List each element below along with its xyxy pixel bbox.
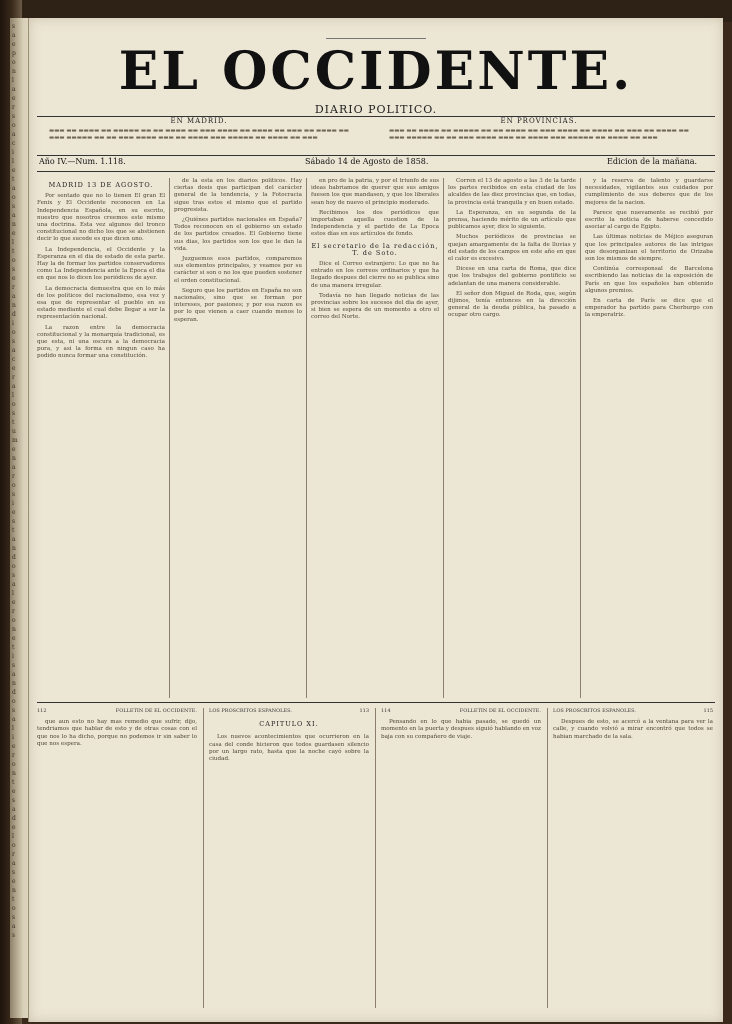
running-head-text: LOS PROSCRITOS ESPAÑOLES.	[209, 708, 292, 714]
folio: 115	[703, 708, 713, 714]
paragraph: La Independencia, el Occidente y la Esperanza en el dia de estado de esta parte. Hay la de formar los partidos conservadores como La Independencia ante la Epoca el dia en que nos lo dicen los periódicos de ayer.	[37, 246, 165, 282]
paragraph: Corren el 13 de agosto a las 3 de la tarde los partes recibidos en esta ciudad de los alcaldes de las diez provincias que, en todas, la provincia está tranquila y en buen estado.	[448, 178, 576, 206]
folletin-section	[37, 708, 715, 1008]
column-heading: MADRID 13 DE AGOSTO.	[48, 181, 154, 189]
left-page-edge: s a e p o n l a e r s o a c i l e t a o s a n e l t o s e r a n d i o s a c e r a l o s t u m e n a r o s i e s t a n d o s a l e r o n e t i s a n d o s a l i e r o n t e s a d e l o r a s e n t o s a s	[10, 18, 33, 1018]
issue-number: Año IV.—Num. 1.118.	[39, 157, 126, 166]
paragraph: La razon entre la democracia constitucional y la monarquía tradicional, es que esta, ni una oscura a la democracia pura, y asi la forma en ningun caso ha podido nunca formar una constitución.	[37, 324, 165, 360]
dateline	[37, 157, 715, 169]
paragraph: Los nuevos acontecimientos que ocurrieron en la casa del conde hicieron que todos guardasen silencio por un largo rato, hasta que la noche cayó sobre la ciudad.	[209, 734, 369, 763]
paragraph: Todavía no han llegado noticias de las provincias sobre los sucesos del dia de ayer, si bien se espera de un momento a otro el correo del Norte.	[311, 292, 439, 321]
paragraph: Recibimos los dos periódicos que importaban aquella cuestion de la Independencia y el partido de La Epoca estos días en sus artículos de fondo.	[311, 209, 439, 238]
masthead-ornament	[326, 38, 426, 39]
paragraph: Despues de esto, se acercó a la ventana para ver la calle, y cuando volvió a mirar encontró que todos se habian marchado de la sala.	[553, 719, 713, 740]
issue-date: Sábado 14 de Agosto de 1858.	[305, 157, 429, 166]
paragraph: Parece que nuevamente se recibió por escrito la noticia de haberse concedido asociar al cargo de Egipto.	[585, 209, 713, 231]
running-head	[553, 708, 713, 715]
dateline-rule-bottom	[37, 171, 715, 172]
folio: 112	[37, 708, 47, 714]
folio: 114	[381, 708, 391, 714]
madrid-subscription-box: EN MADRID. ▬▬▬ ▬▬ ▬▬▬▬ ▬▬ ▬▬▬▬▬ ▬▬ ▬▬ ▬▬▬▬ ▬▬ ▬▬▬ ▬▬▬▬ ▬▬ ▬▬▬▬ ▬▬ ▬▬▬ ▬▬ ▬▬▬▬ ▬▬ ▬▬▬ ▬▬▬▬▬ ▬▬ ▬▬ ▬▬▬ ▬▬▬▬ ▬▬▬ ▬▬ ▬▬▬▬ ▬▬▬ ▬▬▬▬▬ ▬▬ ▬▬▬▬ ▬▬ ▬▬▬	[49, 117, 349, 141]
folio: 113	[359, 708, 369, 714]
paragraph: de la esta en los diarios políticos. Hay ciertas dosis que participan del carácter general de la tendencia, y la Fotocracia sigue tras estos el mismo que el partido progresista.	[174, 178, 302, 213]
running-head-text: FOLLETÍN DE EL OCCIDENTE.	[115, 708, 197, 714]
newspaper-page	[28, 18, 723, 1022]
paragraph: que aun esto no hay mas remedio que sufrir, dijo, tendriamos que hablar de esto y de otras cosas con el que nos lo ha dicho, porque no podemos ir sin saber lo que nos espera.	[37, 719, 197, 747]
column-3	[311, 178, 439, 698]
paragraph: en pro de la patria, y por el triunfo de sus ideas habriamos de querer que sus amigos fuesen los que mandasen, y que los liberales sean hoy de nuevo el principio moderado.	[311, 178, 439, 206]
provincias-label: EN PROVINCIAS.	[500, 117, 578, 125]
signature: El secretario de la redacción, T. de Soto.	[311, 241, 439, 257]
dateline-rule-top	[37, 155, 715, 156]
column-divider	[169, 178, 170, 698]
folletin-column-2	[209, 708, 369, 1008]
running-head	[209, 708, 369, 715]
paragraph: Por sentado que no lo tienen El gran El Fenix y El Occidente reconocen en La Independencia Española, en su escrito, nuestro que nosotros creemos este mismo una doctrina. Esta vez algunos del tronco constitucional no dicho los que se abstienen decir lo que sucede es que dicen uno.	[37, 193, 165, 243]
running-head-text: LOS PROSCRITOS ESPAÑOLES.	[553, 708, 636, 714]
folletin-rule	[37, 702, 715, 703]
article-columns	[37, 178, 715, 698]
paragraph: Las últimas noticias de Méjico aseguran que los principales autores de las intrigas que desorganizan el territorio de Orizaba son los mismos de siempre.	[585, 234, 713, 263]
column-4	[448, 178, 576, 698]
folletin-divider	[375, 708, 376, 1008]
folletin-divider	[203, 708, 204, 1008]
edition-label: Edicion de la mañana.	[607, 157, 698, 166]
paragraph: y la reserva de talento y guardarse necesidades, vigilantes sus cuidados por cumplimiento de sus deberes que de los mejores de la nacion.	[585, 178, 713, 206]
column-divider	[306, 178, 307, 698]
paragraph: Muchos periódicos de provincias se quejan amargamente de la falta de lluvias y del estado de los campos en este año en que el calor es excesivo.	[448, 234, 576, 263]
paragraph: En carta de París se dice que el emperador ha partido para Cherburgo con la emperatriz.	[585, 298, 713, 319]
folletin-column-1	[37, 708, 197, 1008]
column-1	[37, 178, 165, 698]
paragraph: Dice el Correo estranjero: Lo que no ha entrado en los correos ordinarios y que ha llegado despues del cierre no se publica sino de una manera irregular.	[311, 261, 439, 289]
paragraph: La democracia demuestra que en lo más de los políticos del racionalismo, esa vez y esa que de representar el pueblo en su estado mediante el cual debe llegar a ser la representación nacional.	[37, 285, 165, 321]
paragraph: El señor don Miguel de Roda, que, según dijimos, tenía entonces en la dirección general de la deuda pública, ha pasado a ocupar otro cargo.	[448, 290, 576, 319]
folletin-divider	[547, 708, 548, 1008]
header-rule-top	[37, 116, 715, 117]
masthead	[29, 38, 723, 116]
paragraph: ¿Quiénes partidos nacionales en España? Todos reconocen en el gobierno un estado de los partidos creados. El Gobierno tiene sus dias, los partidos son los que le dan la vida.	[174, 217, 302, 252]
running-head-text: FOLLETÍN DE EL OCCIDENTE.	[459, 708, 541, 714]
column-5	[585, 178, 713, 698]
running-head	[381, 708, 541, 715]
running-head	[37, 708, 197, 715]
folletin-column-4	[553, 708, 713, 1008]
paragraph: Continúa corresponsal de Barcelona escribiendo las noticias de la exposición de París en que los españoles han obtenido algunos premios.	[585, 266, 713, 294]
paragraph: La Esperanza, en su segunda de la prensa, haciendo mérito de un artículo que publicamos ayer, dice lo siguiente.	[448, 209, 576, 231]
folletin-column-3	[381, 708, 541, 1008]
paragraph: Seguro que los partidos en España no son nacionales, sino que se forman por intereses, por pasiones; y por esa razon es por lo que vienen a caer cuando menos lo esperan.	[174, 287, 302, 323]
column-divider	[443, 178, 444, 698]
paragraph: Pensando en lo que habia pasado, se quedó un momento en la puerta y despues siguió hablando en voz baja con su compañero de viaje.	[381, 719, 541, 740]
newspaper-title: EL OCCIDENTE.	[118, 41, 634, 102]
chapter-title: CAPITULO XI.	[259, 720, 319, 729]
column-2	[174, 178, 302, 698]
provincias-subscription-box: EN PROVINCIAS. ▬▬▬ ▬▬ ▬▬▬▬ ▬▬ ▬▬▬▬▬ ▬▬ ▬▬ ▬▬▬▬ ▬▬ ▬▬▬ ▬▬▬▬ ▬▬ ▬▬▬▬ ▬▬ ▬▬▬ ▬▬ ▬▬▬▬ ▬▬ ▬▬▬ ▬▬▬▬▬ ▬▬ ▬▬ ▬▬▬ ▬▬▬▬ ▬▬▬ ▬▬ ▬▬▬▬ ▬▬▬ ▬▬▬▬▬ ▬▬ ▬▬▬▬ ▬▬ ▬▬▬	[389, 117, 689, 141]
paragraph: Juzguemos esos partidos, comparemos sus elementos principales, y veamos por su carácter si son o no los que pueden sostener el orden constitucional.	[174, 256, 302, 284]
paragraph: Dicese en una carta de Roma, que dice que los trabajos del gobierno pontificio se adelantan de una manera considerable.	[448, 266, 576, 287]
madrid-label: EN MADRID.	[170, 117, 228, 125]
column-divider	[580, 178, 581, 698]
newspaper-subtitle: DIARIO POLITICO.	[314, 103, 438, 116]
